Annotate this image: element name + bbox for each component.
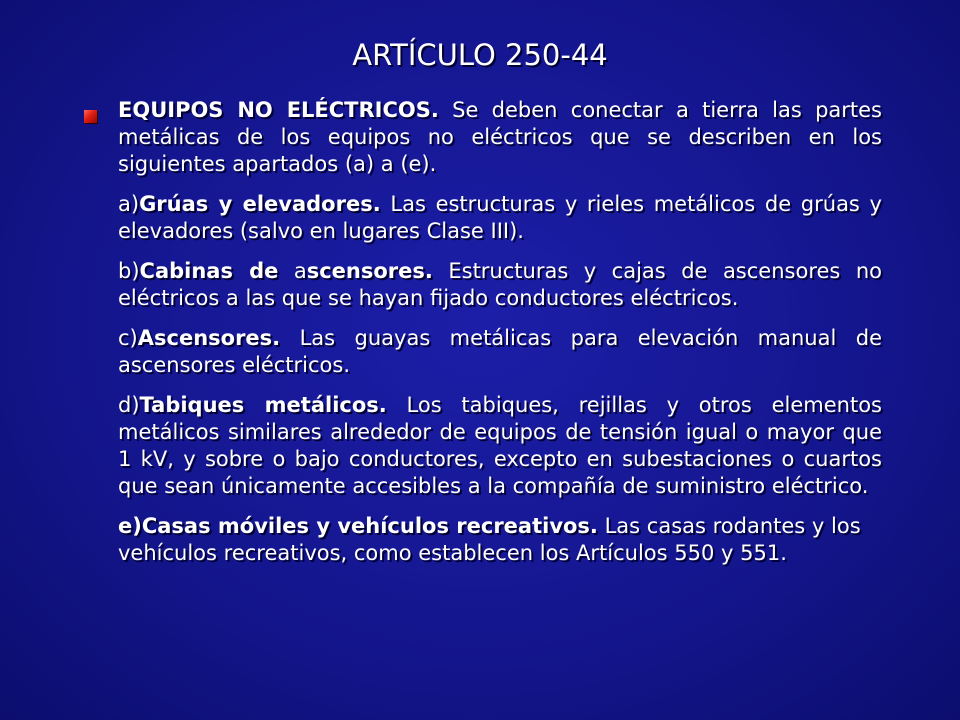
item-a-paragraph: [118, 191, 882, 245]
item-a-prefix: a): [118, 192, 140, 216]
square-bullet-icon: [84, 110, 97, 123]
item-c-text: Las guayas metálicas para elevación manual de ascensores eléctricos.: [118, 326, 882, 377]
item-d-paragraph: [118, 392, 882, 500]
item-a-text: Las estructuras y rieles metálicos de grúas y elevadores (salvo en lugares Clase III).: [118, 192, 882, 243]
item-b-text: Estructuras y cajas de ascensores no eléctricos a las que se hayan fijado conductores eléctricos.: [118, 259, 882, 310]
item-d-text: Los tabiques, rejillas y otros elementos metálicos similares alrededor de equipos de tensión igual o mayor que 1 kV, y sobre o bajo conductores, excepto en subestaciones o cuartos que sean únicamente accesibles a la compañía de suministro eléctrico.: [118, 393, 882, 498]
item-b-heading-middle: a: [278, 259, 307, 283]
intro-heading: EQUIPOS NO ELÉCTRICOS.: [118, 98, 439, 122]
intro-text: Se deben conectar a tierra las partes metálicas de los equipos no eléctricos que se describen en los siguientes apartados (a) a (e).: [118, 98, 883, 176]
item-b-prefix: b): [118, 259, 140, 283]
item-b-heading-part2: scensores.: [306, 259, 433, 283]
item-b-heading-part1: Cabinas de: [139, 259, 279, 283]
intro-paragraph: [118, 97, 882, 178]
item-d-prefix: d): [118, 393, 140, 417]
item-c-paragraph: [118, 325, 882, 379]
item-e-heading: e)Casas móviles y vehículos recreativos.: [118, 514, 598, 538]
item-d-heading: Tabiques metálicos.: [139, 393, 387, 417]
item-b-paragraph: [118, 258, 882, 312]
item-e-paragraph: [118, 513, 882, 567]
item-a-heading: Grúas y elevadores.: [139, 192, 381, 216]
slide-title: ARTÍCULO 250-44: [352, 38, 608, 72]
item-e-text: Las casas rodantes y los vehículos recreativos, como establecen los Artículos 550 y 551.: [118, 514, 861, 565]
item-c-prefix: c): [118, 326, 138, 350]
item-c-heading: Ascensores.: [137, 326, 281, 350]
slide-body: [118, 97, 882, 580]
